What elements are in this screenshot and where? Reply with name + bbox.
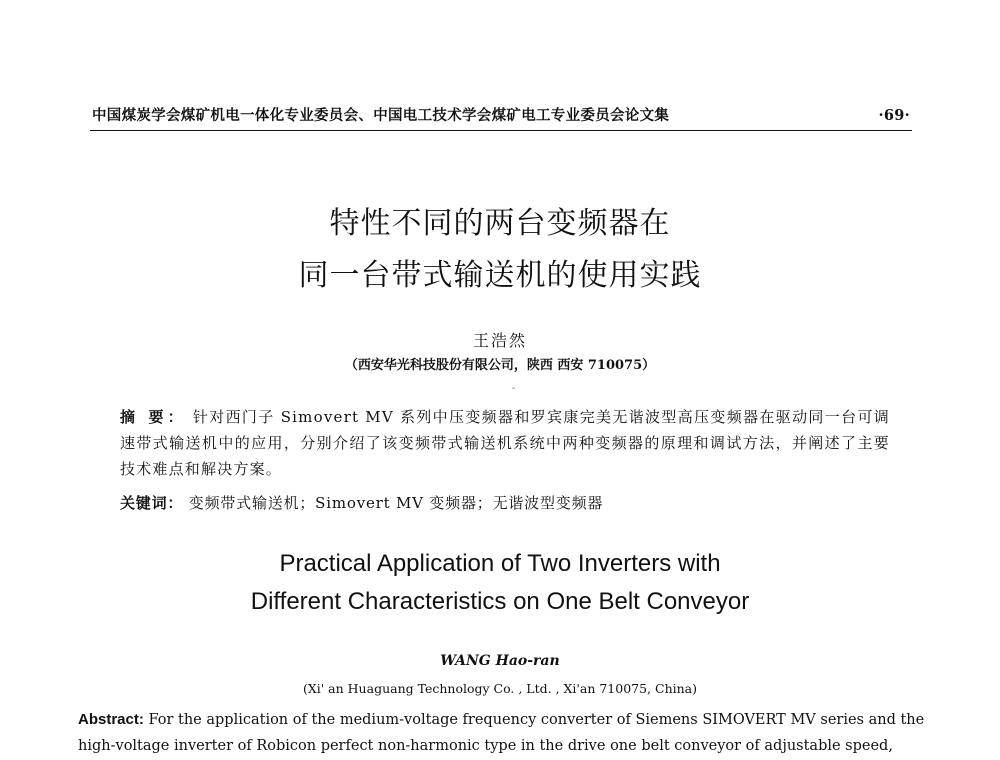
title-en-line-1: Practical Application of Two Inverters with [279,550,721,577]
keywords-cn [120,490,900,516]
proceedings-title: 中国煤炭学会煤矿机电一体化专业委员会、中国电工技术学会煤矿电工专业委员会论文集 [92,107,670,124]
abstract-en-label: Abstract: [78,711,144,728]
keywords-cn-label: 关键词： [120,494,184,512]
keywords-cn-text: 变频带式输送机；Simovert MV 变频器；无谐波型变频器 [188,494,604,512]
author-en: WANG Hao-ran [440,653,560,669]
page-number: ·69· [878,107,910,124]
affiliation-en: (Xi' an Huaguang Technology Co. , Ltd. , Xi'an 710075, China) [303,681,697,696]
title-cn-line-1: 特性不同的两台变频器在 [329,206,671,241]
abstract-cn-text: 针对西门子 Simovert MV 系列中压变频器和罗宾康完美无谐波型高压变频器在驱动同一台可调速带式输送机中的应用，分别介绍了该变频带式输送机系统中两种变频器的原理和调试方法，并阐述了主要技术难点和解决方案。 [120,408,890,478]
abstract-cn-label: 摘 要： [120,408,187,426]
running-header [92,104,910,125]
author-cn: 王浩然 [472,331,527,350]
abstract-cn [120,404,890,482]
scan-mark: - [512,383,516,394]
title-cn-line-2: 同一台带式输送机的使用实践 [298,258,702,293]
abstract-en-text: For the application of the medium-voltage frequency converter of Siemens SIMOVERT MV series and the high-voltage inverter of Robicon perfect non-harmonic type in the drive one belt conveyor of adjustable speed, [78,712,925,754]
header-rule [90,130,912,131]
title-en-line-2: Different Characteristics on One Belt Conveyor [250,588,750,615]
affiliation-cn: （西安华光科技股份有限公司，陕西 西安 710075） [344,358,656,373]
abstract-en [78,707,928,759]
